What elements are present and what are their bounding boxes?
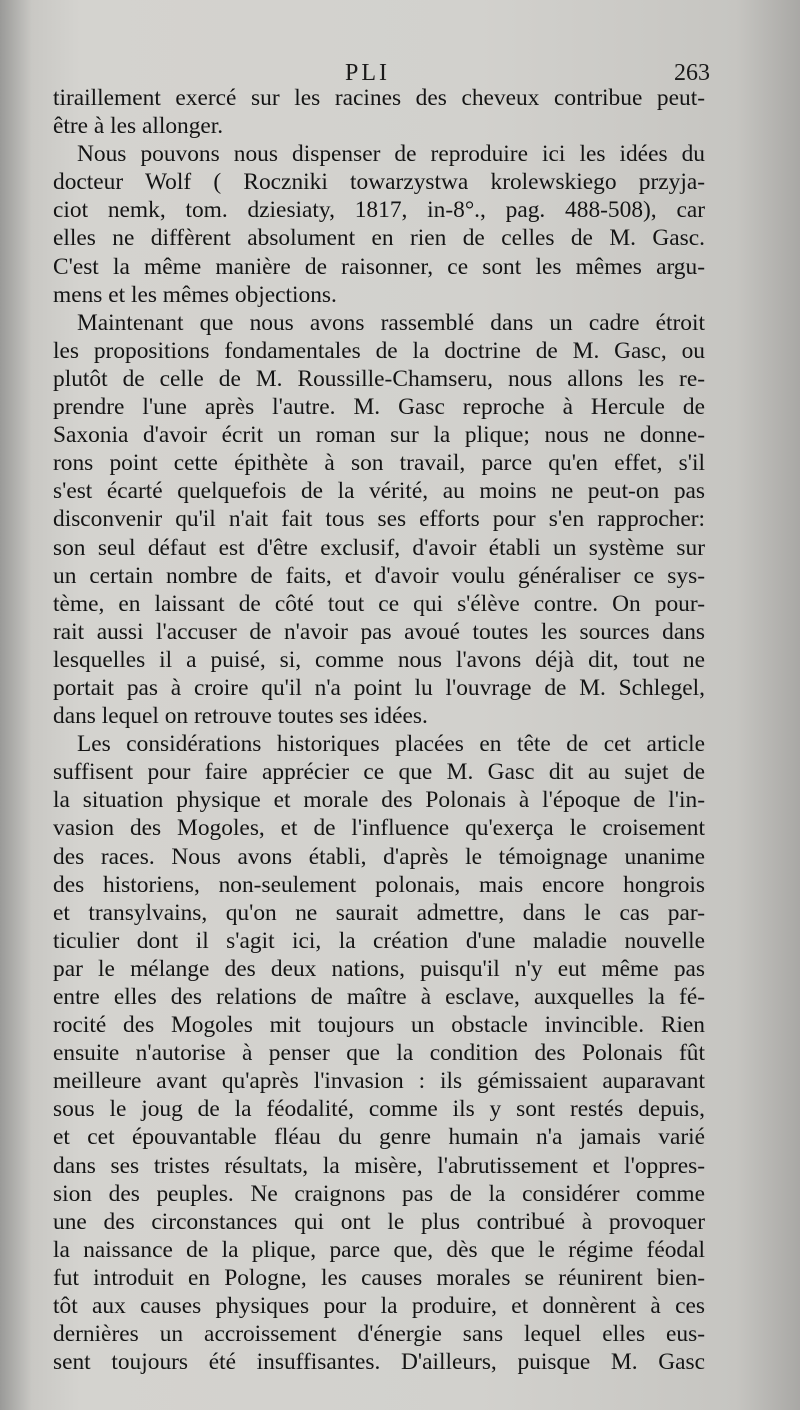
text-line: la situation physique et morale des Polonais à l'époque de l'in- bbox=[53, 787, 705, 814]
text-line: fut introduit en Pologne, les causes morales se réunirent bien- bbox=[53, 1264, 705, 1291]
text-line: des historiens, non-seulement polonais, mais encore hongrois bbox=[53, 871, 705, 898]
body-text bbox=[53, 84, 705, 1376]
text-line: et transylvains, qu'on ne saurait admettre, dans le cas par- bbox=[53, 899, 705, 926]
text-line: lesquelles il a puisé, si, comme nous l'avons déjà dit, tout ne bbox=[53, 646, 705, 673]
text-line: Maintenant que nous avons rassemblé dans un cadre étroit bbox=[77, 309, 705, 336]
text-line: dernières un accroissement d'énergie sans lequel elles eus- bbox=[53, 1321, 705, 1348]
text-line: et cet épouvantable fléau du genre humain n'a jamais varié bbox=[53, 1124, 705, 1151]
text-line: entre elles des relations de maître à esclave, auxquelles la fé- bbox=[53, 984, 705, 1010]
text-line: rons point cette épithète à son travail, parce qu'en effet, s'il bbox=[53, 450, 705, 477]
text-line: plutôt de celle de M. Roussille-Chamseru, nous allons les re- bbox=[53, 365, 705, 392]
text-line: C'est la même manière de raisonner, ce sont les mêmes argu- bbox=[53, 253, 705, 280]
text-line: dans ses tristes résultats, la misère, l'abrutissement et l'oppres- bbox=[53, 1152, 705, 1179]
page-number: 263 bbox=[674, 60, 710, 86]
text-line: Les considérations historiques placées en tête de cet article bbox=[77, 731, 705, 758]
text-line: sous le joug de la féodalité, comme ils y sont restés depuis, bbox=[53, 1096, 705, 1123]
text-line: tiraillement exercé sur les racines des cheveux contribue peut- bbox=[53, 85, 705, 111]
text-line: elles ne diffèrent absolument en rien de celles de M. Gasc. bbox=[53, 225, 705, 252]
text-line: rait aussi l'accuser de n'avoir pas avoué toutes les sources dans bbox=[53, 618, 705, 645]
text-line: suffisent pour faire apprécier ce que M. Gasc dit au sujet de bbox=[53, 759, 705, 786]
text-line: sion des peuples. Ne craignons pas de la considérer comme bbox=[53, 1180, 705, 1207]
text-line: Nous pouvons nous dispenser de reproduire ici les idées du bbox=[77, 141, 705, 168]
text-line: disconvenir qu'il n'ait fait tous ses efforts pour s'en rapprocher: bbox=[53, 506, 705, 533]
text-line: portait pas à croire qu'il n'a point lu l'ouvrage de M. Schlegel, bbox=[53, 674, 705, 701]
text-line: docteur Wolf ( Roczniki towarzystwa krolewskiego przyja- bbox=[53, 169, 705, 196]
text-line: un certain nombre de faits, et d'avoir voulu généraliser ce sys- bbox=[53, 562, 705, 589]
text-line: tôt aux causes physiques pour la produire, et donnèrent à ces bbox=[53, 1293, 705, 1320]
text-line: mens et les mêmes objections. bbox=[53, 281, 337, 308]
text-line: sent toujours été insuffisantes. D'ailleurs, puisque M. Gasc bbox=[53, 1349, 705, 1376]
text-line: ensuite n'autorise à penser que la condition des Polonais fût bbox=[53, 1040, 705, 1067]
text-line: dans lequel on retrouve toutes ses idées. bbox=[53, 703, 428, 730]
text-line: une des circonstances qui ont le plus contribué à provoquer bbox=[53, 1208, 705, 1235]
text-line: s'est écarté quelquefois de la vérité, au moins ne peut-on pas bbox=[53, 478, 705, 505]
text-line: rocité des Mogoles mit toujours un obstacle invincible. Rien bbox=[53, 1012, 705, 1039]
text-line: prendre l'une après l'autre. M. Gasc reproche à Hercule de bbox=[53, 394, 705, 421]
text-line: des races. Nous avons établi, d'après le témoignage unanime bbox=[53, 843, 705, 870]
text-line: Saxonia d'avoir écrit un roman sur la plique; nous ne donne- bbox=[53, 422, 705, 449]
text-line: ciot nemk, tom. dziesiaty, 1817, in-8°., pag. 488-508), car bbox=[53, 197, 705, 224]
text-line: les propositions fondamentales de la doctrine de M. Gasc, ou bbox=[53, 337, 705, 364]
running-head: PLI bbox=[345, 60, 390, 86]
text-line: la naissance de la plique, parce que, dès que le régime féodal bbox=[53, 1236, 705, 1263]
text-line: vasion des Mogoles, et de l'influence qu'exerça le croisement bbox=[53, 815, 705, 842]
text-line: tème, en laissant de côté tout ce qui s'élève contre. On pour- bbox=[53, 590, 705, 617]
text-line: être à les allonger. bbox=[53, 113, 224, 140]
text-line: son seul défaut est d'être exclusif, d'avoir établi un système sur bbox=[53, 534, 705, 561]
text-line: meilleure avant qu'après l'invasion : ils gémissaient auparavant bbox=[53, 1068, 705, 1095]
text-line: par le mélange des deux nations, puisqu'il n'y eut même pas bbox=[53, 955, 705, 982]
text-line: ticulier dont il s'agit ici, la création d'une maladie nouvelle bbox=[53, 927, 705, 954]
